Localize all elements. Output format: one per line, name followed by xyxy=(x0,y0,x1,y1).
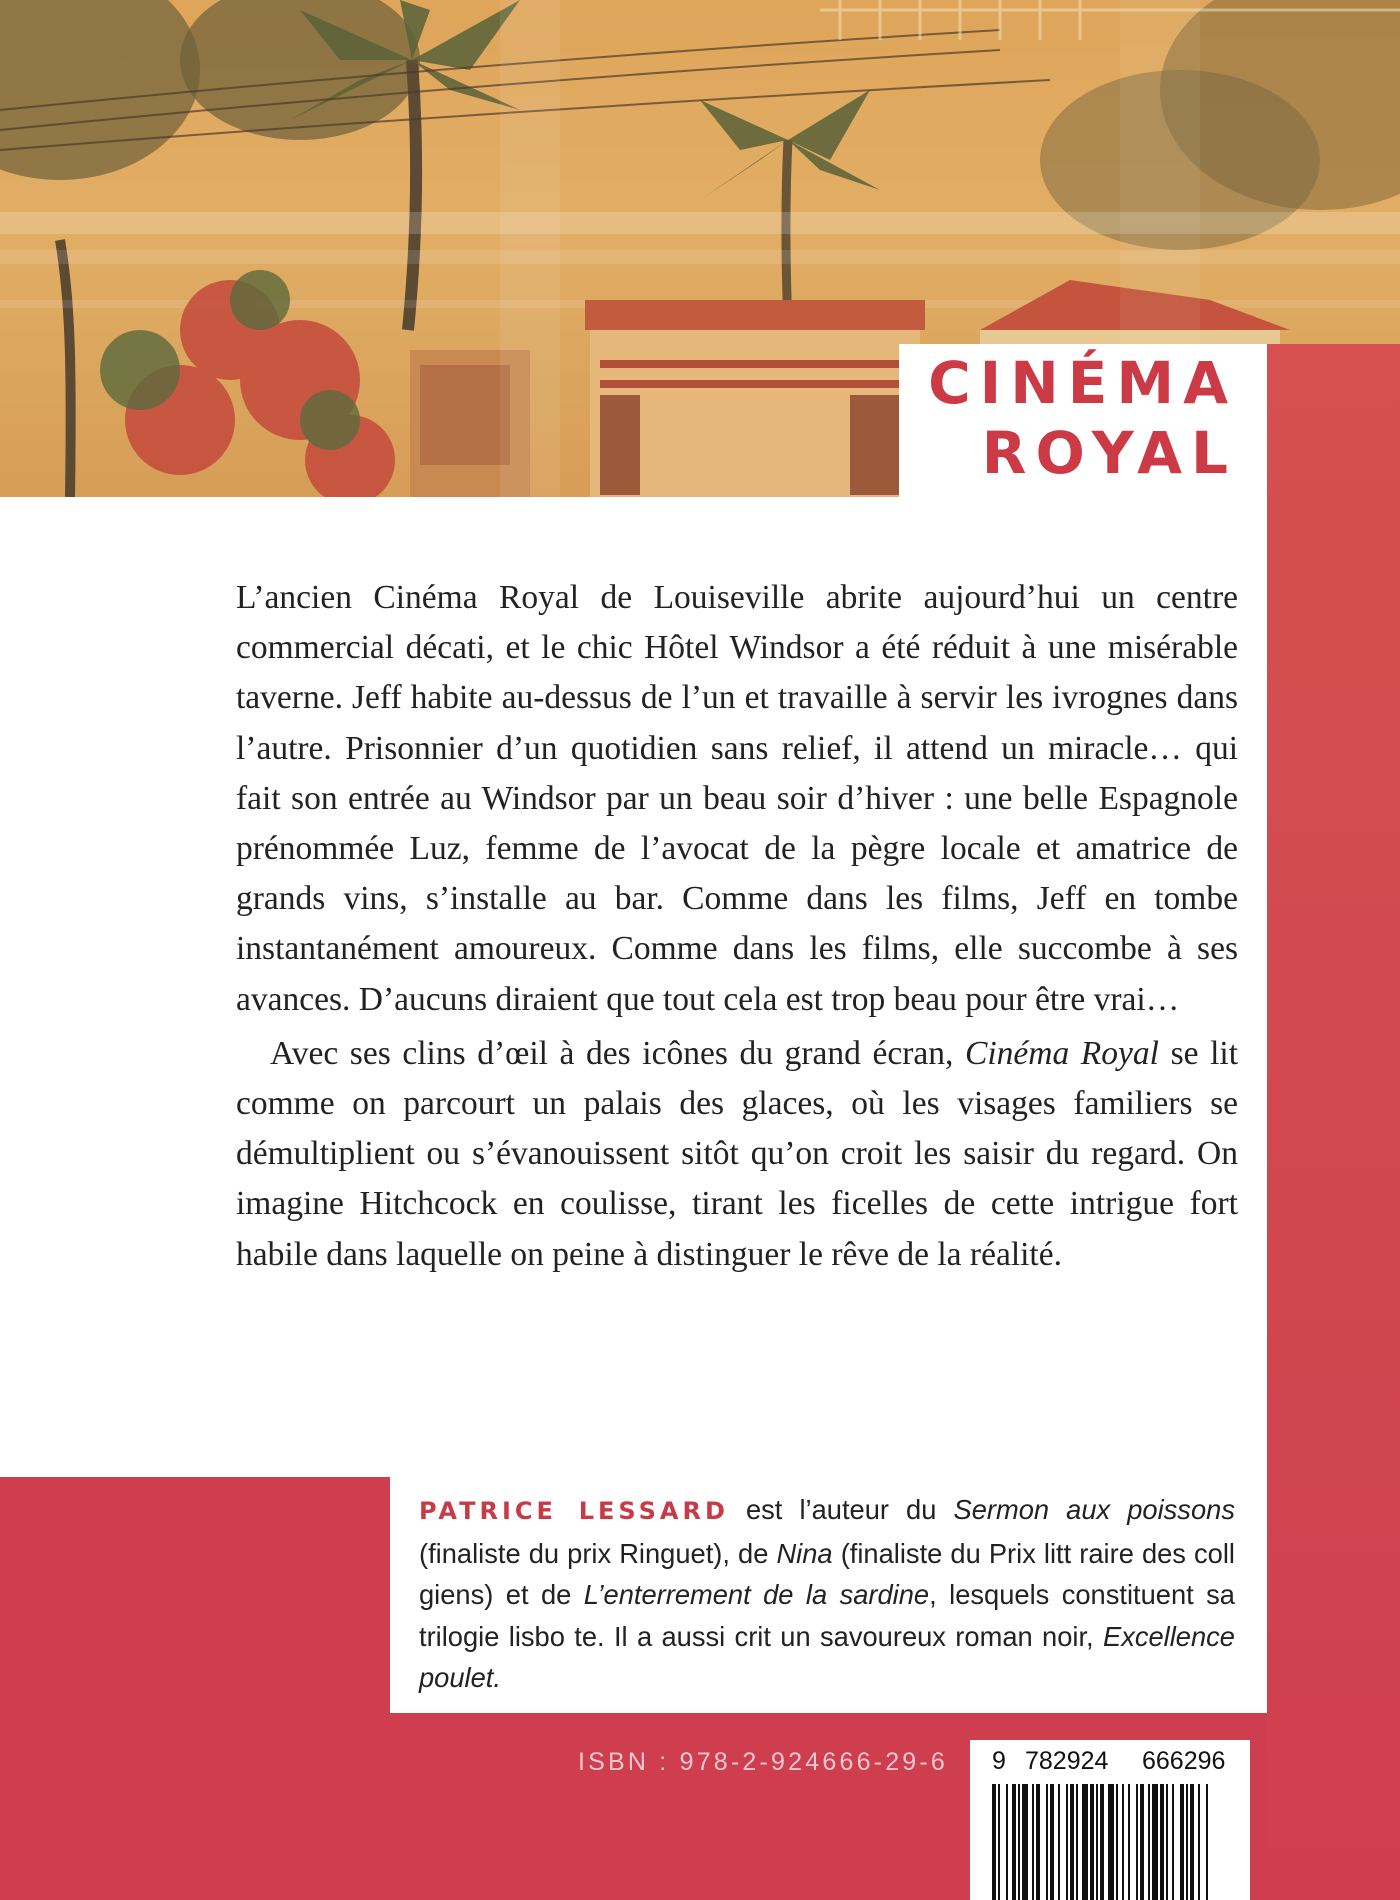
bio-text-3: (finaliste du Prix litt raire des coll giens) et de xyxy=(419,1537,1235,1610)
barcode-bar xyxy=(1172,1784,1174,1900)
barcode-bar xyxy=(1050,1784,1054,1900)
barcode-bar xyxy=(1066,1784,1068,1900)
bio-text-1: est l’auteur du xyxy=(745,1494,937,1525)
barcode-bar xyxy=(1090,1784,1094,1900)
barcode-bar xyxy=(1022,1784,1028,1900)
barcode-bar xyxy=(1148,1784,1150,1900)
barcode-bar xyxy=(1108,1784,1114,1900)
title-box xyxy=(899,344,1267,497)
barcode-bar xyxy=(1180,1784,1184,1900)
bio-book-1: Sermon aux poissons xyxy=(953,1494,1235,1525)
barcode-bar xyxy=(1006,1784,1008,1900)
author-bio xyxy=(419,1489,1235,1699)
barcode-digit-group-1: 782924 xyxy=(1025,1747,1109,1775)
barcode-bar xyxy=(1186,1784,1188,1900)
barcode-bar xyxy=(1012,1784,1016,1900)
bio-book-2: Nina xyxy=(776,1537,833,1569)
isbn-number: ISBN : 978-2-924666-29-6 xyxy=(578,1748,949,1776)
red-side-band xyxy=(1267,344,1400,1900)
barcode-bar xyxy=(1032,1784,1034,1900)
barcode-bar xyxy=(1206,1784,1208,1900)
barcode-bar xyxy=(1128,1784,1130,1900)
barcode-bar xyxy=(1152,1784,1158,1900)
barcode-bars xyxy=(992,1784,1250,1900)
bio-book-3: L’enterrement de la sardine xyxy=(583,1579,930,1610)
barcode-bar xyxy=(1190,1784,1194,1900)
barcode-bar xyxy=(1046,1784,1048,1900)
blurb-paragraph-2 xyxy=(236,1029,1238,1280)
book-title-line-1: CINÉMA xyxy=(928,349,1237,417)
blurb-paragraph-1: L’ancien Cinéma Royal de Louiseville abrite aujourd’hui un centre commercial décati, et le chic Hôtel Windsor a été réduit à une misérable taverne. Jeff habite au-dessus de l’un et travaille à servir les ivrognes dans l’autre. Prisonnier d’un quotidien sans relief, il attend un miracle… qui fait son entrée au Windsor par un beau soir d’hiver : une belle Espagnole prénommée Luz, femme de l’avocat de la pègre locale et amatrice de grands vins, s’installe au bar. Comme dans les films, Jeff en tombe instantanément amoureux. Comme dans les films, elle succombe à ses avances. D’aucuns diraient que tout cela est trop beau pour être vrai… xyxy=(236,579,1238,1018)
barcode-bar xyxy=(1070,1784,1074,1900)
barcode-bar xyxy=(1058,1784,1060,1900)
blurb-p2-text-1: Avec ses clins d’œil à des icônes du grand écran, xyxy=(270,1034,954,1072)
barcode-bar xyxy=(1100,1784,1104,1900)
book-title-line-2: ROYAL xyxy=(981,419,1237,487)
author-name: PATRICE LESSARD xyxy=(419,1497,729,1525)
barcode-bar xyxy=(1116,1784,1118,1900)
barcode-bar xyxy=(1198,1784,1200,1900)
barcode-digit-lead: 9 xyxy=(992,1747,1006,1775)
barcode-bar xyxy=(1036,1784,1040,1900)
barcode-bar xyxy=(1018,1784,1020,1900)
barcode-digits xyxy=(970,1740,1250,1780)
barcode-bar xyxy=(1096,1784,1098,1900)
bio-text-4: , lesquels constituent sa trilogie lisbo te. Il a aussi crit un savoureux roman noir, xyxy=(419,1579,1235,1652)
barcode-digit-group-2: 666296 xyxy=(1142,1747,1226,1775)
bio-text-2: (finaliste du prix Ringuet), de xyxy=(419,1537,769,1569)
book-blurb xyxy=(236,573,1238,1280)
barcode-bar xyxy=(1136,1784,1138,1900)
barcode-bar xyxy=(1166,1784,1168,1900)
barcode-bar xyxy=(998,1784,1000,1900)
blurb-p2-title: Cinéma Royal xyxy=(964,1034,1159,1072)
barcode-bar xyxy=(1076,1784,1078,1900)
barcode-bar xyxy=(1140,1784,1144,1900)
barcode-bar xyxy=(1082,1784,1088,1900)
barcode-bar xyxy=(1160,1784,1164,1900)
blurb-p2-text-2: se lit comme on parcourt un palais des glaces, où les visages familiers se démultiplient ou s’évanouissent sitôt qu’on croit les saisir du regard. On imagine Hitchcock en coulisse, tirant les ficelles de cette intrigue fort habile dans laquelle on peine à distinguer le rêve de la réalité. xyxy=(236,1034,1238,1273)
barcode-bar xyxy=(992,1784,996,1900)
bio-book-4: Excellence poulet. xyxy=(419,1620,1235,1693)
barcode-bar xyxy=(1122,1784,1124,1900)
barcode xyxy=(970,1740,1250,1900)
